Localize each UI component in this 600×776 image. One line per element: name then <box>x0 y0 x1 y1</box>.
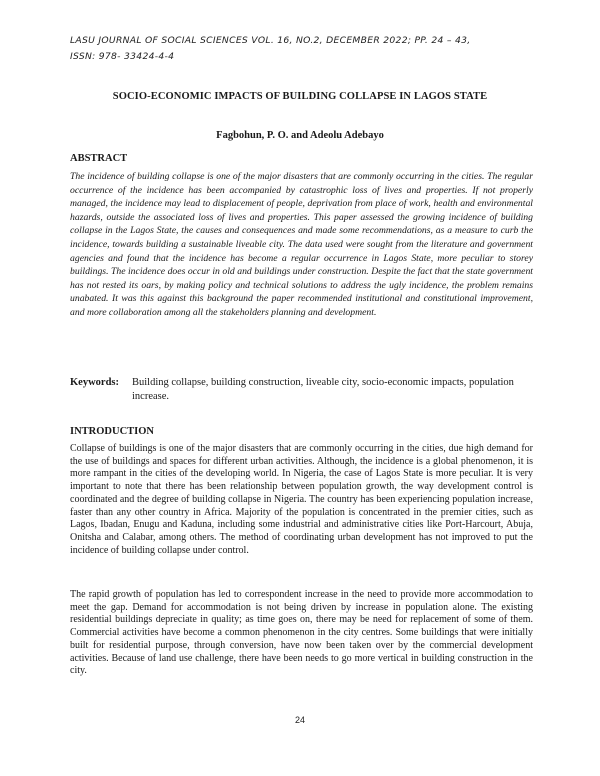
introduction-paragraph-1: Collapse of buildings is one of the major disasters that are commonly occurring in the cities, due high demand for the use of buildings and spaces for different urban activities. Although, the incidence is a global phenomenon, it is more rampant in the cities of the developing world. In Nigeria, the case of Lagos State is more peculiar. It is very important to note that there has been relationship between population growth, the way development control is coordinated and the degree of building collapse in Nigeria. The country has been experiencing population increase, faster than any other country in Africa. Majority of the population is concentrated in the premier cities, such as Lagos, Ibadan, Enugu and Kaduna, including some industrial and administrative cities like Port-Harcourt, Abuja, Onitsha and Calabar, among others. The method of coordinating urban development has not improved to put the incidence of building collapse under control. <box>70 443 533 556</box>
paper-title: SOCIO-ECONOMIC IMPACTS OF BUILDING COLLAPSE IN LAGOS STATE <box>112 91 488 102</box>
keywords-label: Keywords: <box>70 377 119 388</box>
keywords-block <box>70 376 540 403</box>
journal-header <box>70 33 540 65</box>
introduction-paragraph-2: The rapid growth of population has led to correspondent increase in the need to provide more accommodation to meet the gap. Demand for accommodation is not being driven by increase in population alone. The existing residential buildings depreciate in quality; as time goes on, there may be need for replacement of some of them. Commercial activities have become a common phenomenon in the city centres. Some buildings that were initially built for residential purpose, through conversion, have now been taken over by the commercial development activities. Because of land use challenge, there have been needs to go more vertical in building construction in the city. <box>70 589 533 677</box>
introduction-heading: INTRODUCTION <box>70 426 155 437</box>
abstract-heading: ABSTRACT <box>70 153 128 164</box>
paper-authors: Fagbohun, P. O. and Adeolu Adebayo <box>216 130 384 141</box>
journal-issn: ISSN: 978- 33424-4-4 <box>70 51 175 62</box>
abstract-body: The incidence of building collapse is one of the major disasters that are commonly occurring in the cities. The regular occurrence of the incidence has been accompanied by catastrophic loss of lives and properties. If not properly managed, the incidence may lead to displacement of people, deprivation from place of work, health and environmental hazards, outside the associated loss of lives and properties. This paper assessed the growing incidence of building collapse in the Lagos State, the causes and consequences and made some recommendations, as a measure to curb the incidence, towards building a sustainable liveable city. The data used were sought from the literature and government agencies and found that the incidence has become a regular occurrence in Lagos State, more peculiar to storey buildings. The incidence does occur in old and buildings under construction. Despite the fact that the state government has not rested its oars, by making policy and technical solutions to address the ugly incidence, the problem remains unabated. It was this against this background the paper recommended institutional and constitutional improvement, and more collaboration among all the stakeholders planning and development. <box>70 171 533 318</box>
journal-citation: LASU JOURNAL OF SOCIAL SCIENCES VOL. 16, NO.2, DECEMBER 2022; PP. 24 – 43, <box>70 35 471 46</box>
keywords-text: Building collapse, building construction, liveable city, socio-economic impacts, population increase. <box>132 377 514 402</box>
page-number: 24 <box>294 715 305 725</box>
